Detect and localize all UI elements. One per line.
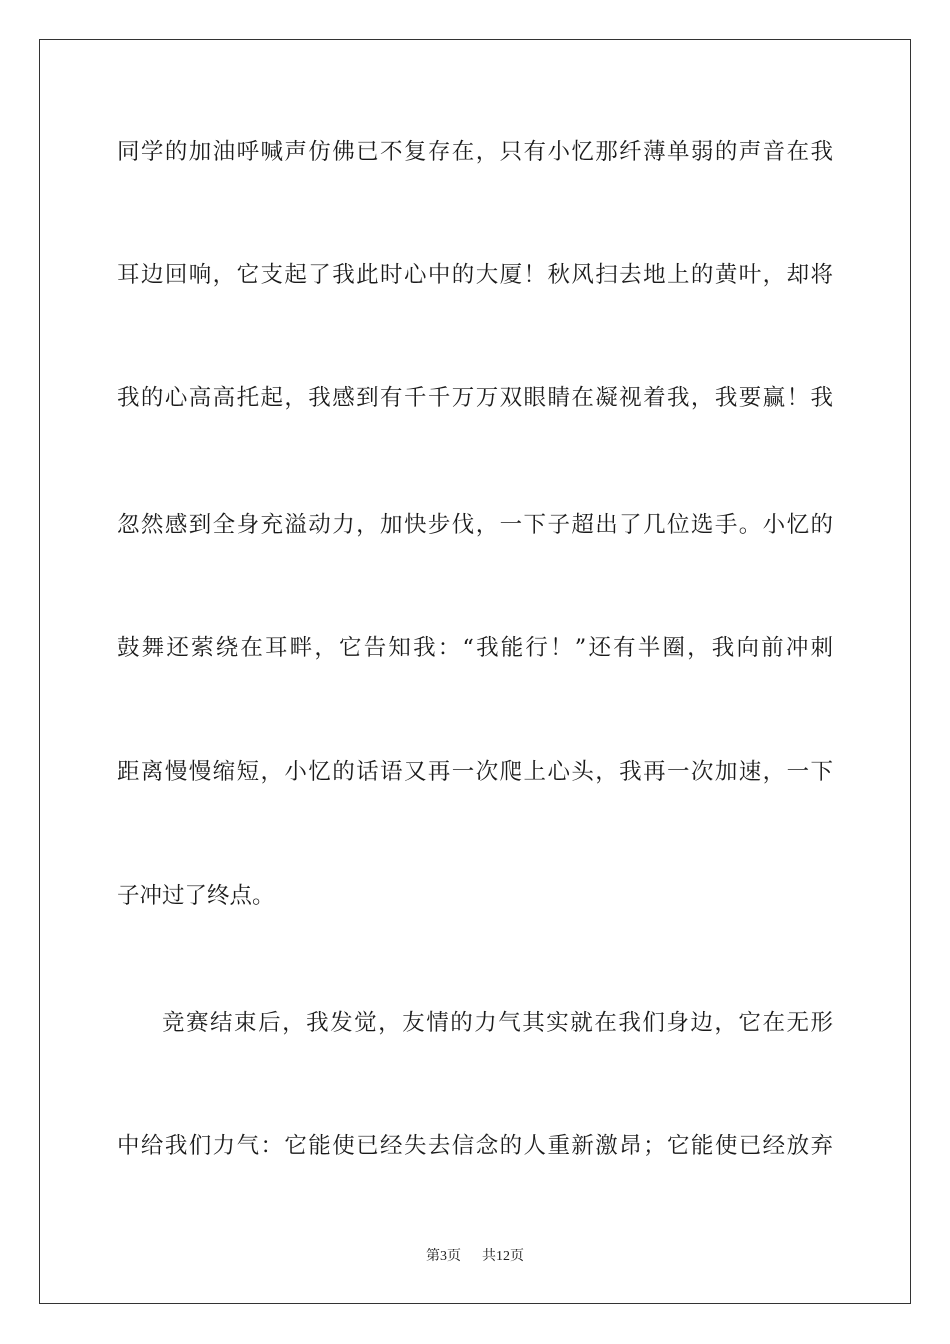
text-line-7: 子冲过了终点。	[117, 883, 275, 909]
page-border	[39, 39, 911, 1304]
text-line-2: 耳边回响，它支起了我此时心中的大厦！秋风扫去地上的黄叶，却将	[117, 262, 833, 288]
text-line-5: 鼓舞还萦绕在耳畔，它告知我：“我能行！”还有半圈，我向前冲刺	[117, 635, 833, 661]
text-line-8: 竞赛结束后，我发觉，友情的力气其实就在我们身边，它在无形	[162, 1010, 833, 1036]
text-line-9: 中给我们力气：它能使已经失去信念的人重新激昂；它能使已经放弃	[117, 1133, 833, 1159]
text-line-6: 距离慢慢缩短，小忆的话语又再一次爬上心头，我再一次加速，一下	[117, 759, 833, 785]
text-line-1: 同学的加油呼喊声仿佛已不复存在，只有小忆那纤薄单弱的声音在我	[117, 139, 833, 165]
page-footer	[0, 1247, 950, 1267]
page-number: 第3页	[426, 1249, 461, 1264]
text-line-4: 忽然感到全身充溢动力，加快步伐，一下子超出了几位选手。小忆的	[117, 512, 833, 538]
page-total: 共12页	[482, 1249, 524, 1264]
text-line-3: 我的心高高托起，我感到有千千万万双眼睛在凝视着我，我要赢！我	[117, 385, 833, 411]
